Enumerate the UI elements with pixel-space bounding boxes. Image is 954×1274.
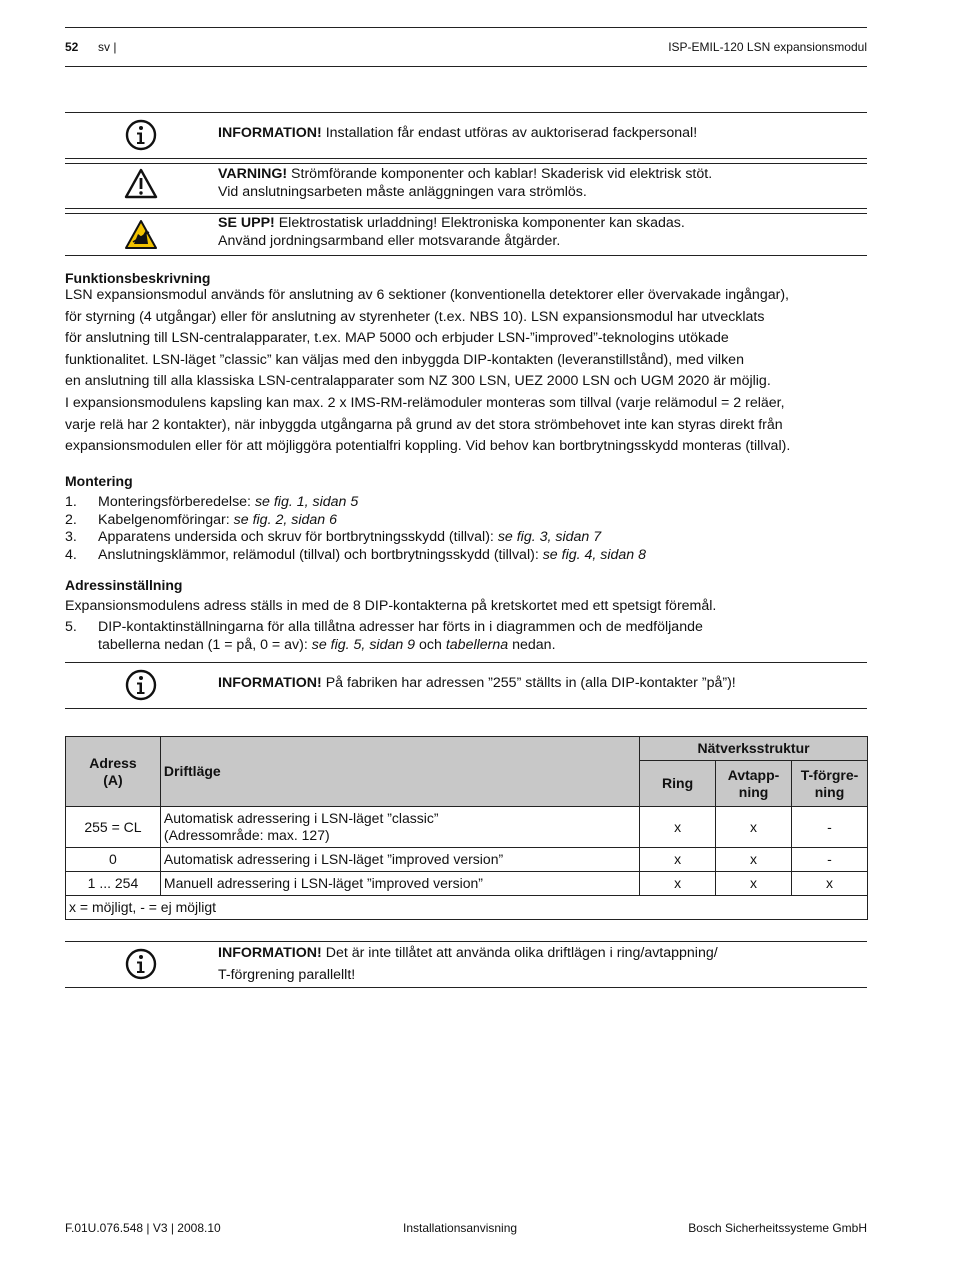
notice-text: SE UPP! Elektrostatisk urladdning! Elektroniska komponenter kan skadas. Använd jordningsarmband eller motsvarande åtgärder. [218,215,685,249]
cell-tforgrening: - [792,848,868,872]
figure-reference: se fig. 5, sidan 9 [311,636,416,653]
header-title: ISP-EMIL-120 LSN expansionsmodul [668,40,867,54]
table-legend: x = möjligt, - = ej möjligt [66,896,868,920]
notice-rule [65,208,867,209]
notice-info-driftlagen [65,941,867,987]
footer-doc-type: Installationsanvisning [403,1221,518,1235]
list-item: 5. DIP-kontaktinställningarna för alla tillåtna adresser har förts in i diagrammen och de medföljande tabellerna nedan (1 = på, 0 = av): se fig. 5, sidan 9 och tabellerna nedan. [65,619,703,653]
cell-avtappning: x [716,807,792,848]
table-row [66,848,868,872]
list-item: 4. Anslutningsklämmor, relämodul (tillval) och bortbrytningsskydd (tillval): se fig. 4, sidan 8 [65,546,647,563]
cell-tforgrening: x [792,872,868,896]
figure-reference: se fig. 1, sidan 5 [254,494,359,510]
col-header-driftlage: Driftläge [160,737,639,807]
funktion-paragraph: LSN expansionsmodul används för anslutning av 6 sektioner (konventionella detektorer eller övervakade ingångar), för styrning (4 utgångar) eller för anslutning av styrenheter (t.ex. NBS 10). LSN expansionsmodul har utvecklats för anslutning till LSN-centralapparater, t.ex. MAP 5000 och erbjuder LSN-”improved”-teknologins utökade funktionalitet. LSN-läget ”classic” kan väljas med den inbyggda DIP-kontakten (leveranstillstånd), med vilken en anslutning till alla klassiska LSN-centralapparater som NZ 300 LSN, UEZ 2000 LSN och UGM 2020 är möjlig. I expansionsmodulens kapsling kan max. 2 x IMS-RM-relämoduler monteras som tillval (varje relämodul = 2 reläer, varje relä har 2 kontakter), när inbyggda utgångarna på grund av det stora strömbehovet inte kan styras direkt från expansionsmodulen eller för att möjliggöra potentialfri koppling. Vid behov kan bortbrytningsskydd monteras (tillval). [65,287,791,455]
cell-adress: 0 [66,848,161,872]
cell-adress: 255 = CL [66,807,161,848]
notice-esd [65,213,867,255]
cell-avtappning: x [716,848,792,872]
notice-rule [65,708,867,709]
cell-driftlage: Automatisk adressering i LSN-läget ”improved version” [160,848,639,872]
figure-reference: se fig. 2, sidan 6 [233,511,337,528]
figure-reference: se fig. 4, sidan 8 [542,546,647,563]
esd-caution-icon [124,218,158,252]
list-item: 2. Kabelgenomföringar: se fig. 2, sidan 6 [65,511,337,528]
warning-triangle-icon [124,167,158,201]
cell-adress: 1 ... 254 [66,872,161,896]
cell-avtappning: x [716,872,792,896]
section-heading-montering: Montering [65,473,133,489]
col-header-natverk: Nätverksstruktur [640,737,868,761]
notice-rule [65,158,867,159]
notice-info-installation [65,112,867,158]
header-bottom-rule [65,66,867,67]
notice-text: INFORMATION! På fabriken har adressen ”255” ställts in (alla DIP-kontakter ”på”)! [218,675,736,691]
col-header-tforgrening: T-förgre- ning [792,761,868,807]
adress-list [65,619,703,654]
col-header-avtappning: Avtapp- ning [716,761,792,807]
list-item: 3. Apparatens undersida och skruv för bortbrytningsskydd (tillval): se fig. 3, sidan 7 [65,529,602,546]
table-row [66,807,868,848]
notice-text: INFORMATION! Det är inte tillåtet att använda olika driftlägen i ring/avtappning/ T-förgrening parallellt! [218,945,718,983]
page-number: 52 [65,40,79,54]
address-mode-table [65,736,868,920]
section-heading-funktion: Funktionsbeskrivning [65,270,211,286]
col-header-adress: Adress (A) [66,737,161,807]
cell-tforgrening: - [792,807,868,848]
cell-ring: x [640,848,716,872]
header-top-rule [65,27,867,28]
list-item: 1. Monteringsförberedelse: se fig. 1, sidan 5 [65,494,359,510]
col-header-ring: Ring [640,761,716,807]
footer-company: Bosch Sicherheitssysteme GmbH [688,1221,867,1235]
notice-info-factory [65,662,867,708]
notice-rule [65,255,867,256]
cell-driftlage: Automatisk adressering i LSN-läget ”classic” (Adressområde: max. 127) [160,807,639,848]
cell-ring: x [640,807,716,848]
table-row [66,872,868,896]
notice-rule [65,987,867,988]
cell-driftlage: Manuell adressering i LSN-läget ”improved version” [160,872,639,896]
cell-ring: x [640,872,716,896]
header-lang: sv | [98,40,117,54]
montering-list [65,494,646,564]
info-icon [124,947,158,981]
section-heading-adress: Adressinställning [65,577,183,593]
info-icon [124,668,158,702]
info-icon [124,118,158,152]
notice-warning [65,163,867,208]
footer-doc-id: F.01U.076.548 | V3 | 2008.10 [65,1221,221,1235]
notice-text: INFORMATION! Installation får endast utföras av auktoriserad fackpersonal! [218,125,698,141]
adress-intro: Expansionsmodulens adress ställs in med de 8 DIP-kontakterna på kretskortet med ett spetsigt föremål. [65,598,717,614]
notice-text: VARNING! Strömförande komponenter och kablar! Skaderisk vid elektrisk stöt. Vid anslutningsarbeten måste anläggningen vara strömlös. [218,166,713,200]
figure-reference: se fig. 3, sidan 7 [497,529,602,546]
